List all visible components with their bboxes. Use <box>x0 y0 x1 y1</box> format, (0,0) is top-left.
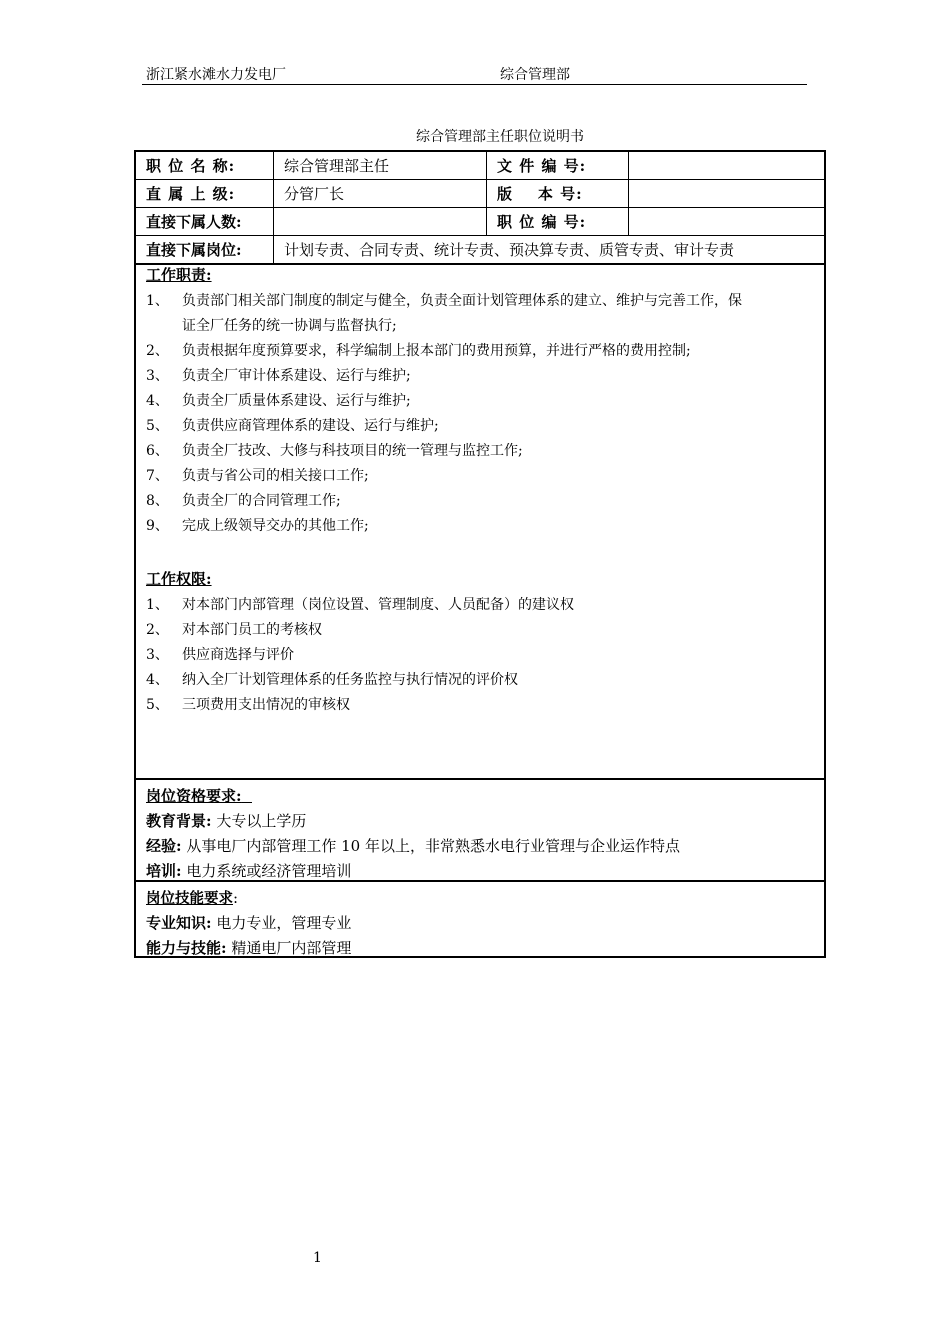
doc-no-label: 文 件 编 号: <box>487 152 629 179</box>
header-company: 浙江紧水滩水力发电厂 <box>146 67 286 83</box>
experience-line: 经验: 从事电厂内部管理工作 10 年以上，非常熟悉水电行业管理与企业运作特点 <box>146 837 680 855</box>
superior-value: 分管厂长 <box>274 180 487 207</box>
position-name-label: 职 位 名 称: <box>136 152 274 179</box>
version-label: 版 本 号: <box>487 180 629 207</box>
ability-line: 能力与技能: 精通电厂内部管理 <box>146 939 352 957</box>
position-no-label: 职 位 编 号: <box>487 208 629 235</box>
duty-item: 3、 负责全厂审计体系建设、运行与维护; <box>146 368 411 384</box>
page-number: 1 <box>313 1250 322 1266</box>
education-line: 教育背景: 大专以上学历 <box>146 812 307 830</box>
duty-item: 5、 负责供应商管理体系的建设、运行与维护; <box>146 418 439 434</box>
duty-item: 4、 负责全厂质量体系建设、运行与维护; <box>146 393 411 409</box>
duty-item: 8、 负责全厂的合同管理工作; <box>146 493 341 509</box>
duty-item: 7、 负责与省公司的相关接口工作; <box>146 468 369 484</box>
subordinates-count-label: 直接下属人数: <box>136 208 274 235</box>
duty-item: 2、 负责根据年度预算要求，科学编制上报本部门的费用预算，并进行严格的费用控制; <box>146 343 691 359</box>
document-title: 综合管理部主任职位说明书 <box>416 129 584 145</box>
header-department: 综合管理部 <box>500 67 570 83</box>
qualifications-heading: 岗位资格要求: <box>146 787 242 805</box>
authority-item: 5、 三项费用支出情况的审核权 <box>146 697 350 713</box>
info-row-superior <box>136 180 824 208</box>
duties-authority-section <box>134 258 826 780</box>
knowledge-line: 专业知识: 电力专业，管理专业 <box>146 914 352 932</box>
info-row-subordinates <box>136 208 824 236</box>
subordinate-posts-value: 计划专责、合同专责、统计专责、预决算专责、质管专责、审计专责 <box>284 241 735 259</box>
authority-item: 2、 对本部门员工的考核权 <box>146 622 322 638</box>
position-name-value: 综合管理部主任 <box>274 152 487 179</box>
authority-item: 3、 供应商选择与评价 <box>146 647 294 663</box>
authority-heading: 工作权限: <box>146 570 212 588</box>
duty-item-continuation: 证全厂任务的统一协调与监督执行; <box>182 318 397 334</box>
subordinates-count-value <box>274 208 487 235</box>
duty-item: 9、 完成上级领导交办的其他工作; <box>146 518 369 534</box>
doc-no-value <box>629 152 824 179</box>
duty-item: 6、 负责全厂技改、大修与科技项目的统一管理与监控工作; <box>146 443 523 459</box>
duties-heading: 工作职责: <box>146 266 212 284</box>
superior-label: 直 属 上 级: <box>136 180 274 207</box>
version-value <box>629 180 824 207</box>
duty-item: 1、 负责部门相关部门制度的制定与健全，负责全面计划管理体系的建立、维护与完善工作，保 <box>146 293 742 309</box>
authority-item: 4、 纳入全厂计划管理体系的任务监控与执行情况的评价权 <box>146 672 518 688</box>
training-line: 培训: 电力系统或经济管理培训 <box>146 862 352 880</box>
header-divider <box>142 84 807 85</box>
subordinate-posts-label: 直接下属岗位: <box>136 236 274 263</box>
info-table <box>134 150 826 265</box>
info-row-position <box>136 152 824 180</box>
position-no-value <box>629 208 824 235</box>
qualifications-section <box>134 778 826 882</box>
authority-item: 1、 对本部门内部管理（岗位设置、管理制度、人员配备）的建议权 <box>146 597 574 613</box>
skills-section <box>134 880 826 958</box>
skills-heading: 岗位技能要求: <box>146 889 239 907</box>
